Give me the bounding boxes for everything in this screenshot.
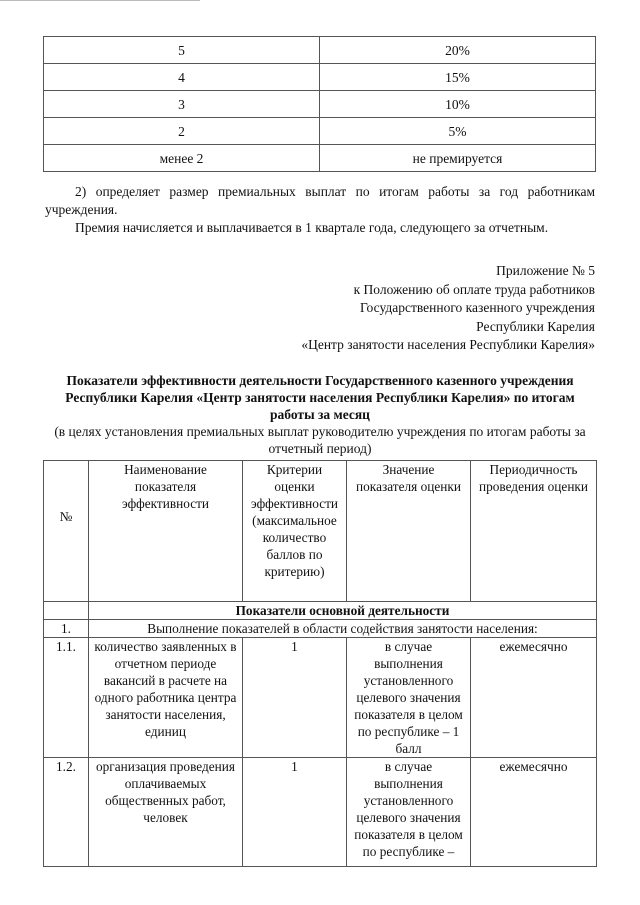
paragraph-annual-premium: 2) определяет размер премиальных выплат по итогам работы за год работникам учреждения. [45,184,595,217]
header-row [44,461,597,602]
row-name: организация проведения оплачиваемых общественных работ, человек [89,758,243,867]
row-num: 1.1. [44,638,89,758]
row-criteria: 1 [243,638,347,758]
appendix-line: к Положению об оплате труда работников [353,281,595,297]
appendix-line: Государственного казенного учреждения [359,300,595,315]
title-bold: Показатели эффективности деятельности Государственного казенного учреждения Республики Карелия «Центр занятости населения Республики Карелия» по итогам работы за месяц [65,373,575,422]
title-note: (в целях установления премиальных выплат руководителю учреждения по итогам работы за отчетный период) [54,424,586,456]
row-num: 1.2. [44,758,89,867]
section-row [44,602,597,620]
paragraph-payment-timing: Премия начисляется и выплачивается в 1 квартале года, следующего за отчетным. [75,220,549,235]
percent-cell: не премируется [320,145,596,172]
group-num: 1. [44,620,89,638]
header-name: Наименование показателя эффективности [89,461,243,602]
row-value: в случае выполнения установленного целевого значения показателя в целом по республике – 1 балл [347,638,471,758]
appendix-line: Приложение № 5 [496,263,595,278]
top-rule [0,0,200,1]
group-name: Выполнение показателей в области содействия занятости населения: [89,620,597,638]
header-period: Периодичность проведения оценки [471,461,597,602]
appendix-line: «Центр занятости населения Республики Карелия» [301,337,595,352]
row-name: количество заявленных в отчетном периоде вакансий в расчете на одного работника центра занятости населения, единиц [89,638,243,758]
percent-cell: 10% [320,91,596,118]
document-title [30,372,610,457]
score-cell: 3 [44,91,320,118]
header-num: № [44,461,89,602]
appendix-block [301,262,595,355]
table-row [44,118,596,145]
table-row [44,638,597,758]
score-cell: 2 [44,118,320,145]
indicators-table [43,460,597,867]
premium-scale-table [43,36,596,172]
appendix-line: Республики Карелия [476,318,595,334]
percent-cell: 20% [320,37,596,64]
row-criteria: 1 [243,758,347,867]
percent-cell: 15% [320,64,596,91]
empty-cell [44,602,89,620]
percent-cell: 5% [320,118,596,145]
row-value: в случае выполнения установленного целевого значения показателя в целом по республике – [347,758,471,867]
header-criteria: Критерии оценки эффективности (максимальное количество баллов по критерию) [243,461,347,602]
row-period: ежемесячно [471,638,597,758]
header-value: Значение показателя оценки [347,461,471,602]
score-cell: 4 [44,64,320,91]
score-cell: 5 [44,37,320,64]
table-row [44,91,596,118]
section-title: Показатели основной деятельности [89,602,597,620]
score-cell: менее 2 [44,145,320,172]
table-row [44,145,596,172]
table-row [44,37,596,64]
group-row [44,620,597,638]
table-row [44,758,597,867]
table-row [44,64,596,91]
row-period: ежемесячно [471,758,597,867]
